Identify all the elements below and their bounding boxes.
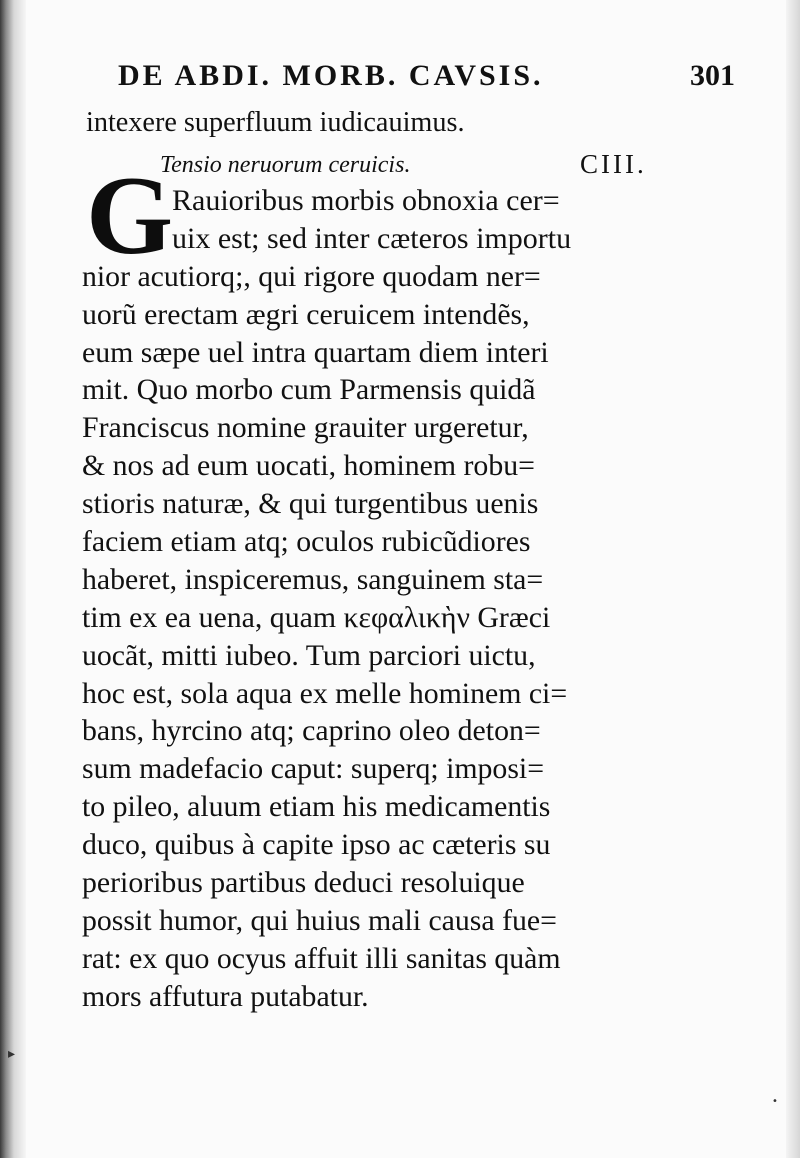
- text-line: perioribus partibus deduci resoluique: [82, 866, 525, 900]
- text-line: to pileo, aluum etiam his medicamentis: [82, 790, 551, 824]
- binding-shadow: [0, 0, 26, 1158]
- page-number: 301: [690, 59, 735, 92]
- text-line: haberet, inspiceremus, sanguinem sta=: [82, 562, 544, 596]
- ink-speck: •: [772, 1096, 778, 1107]
- body-text: [82, 182, 682, 1013]
- page-edge: [786, 0, 800, 1158]
- text-line: Rauioribus morbis obnoxia cer=: [172, 184, 560, 217]
- text-line: sum madefacio caput: superq; imposi=: [82, 752, 544, 786]
- text-line: uorũ erectam ægri ceruicem intendẽs,: [82, 297, 530, 331]
- text-line: & nos ad eum uocati, hominem robu=: [82, 449, 535, 483]
- text-line: nior acutiorq;, qui rigore quodam ner=: [82, 259, 541, 293]
- text-line: hoc est, sola aqua ex melle hominem ci=: [82, 676, 568, 710]
- ink-speck: ▸: [8, 1046, 16, 1062]
- text-line: faciem etiam atq; oculos rubicũdiores: [82, 525, 531, 559]
- text-line: uocãt, mitti iubeo. Tum parciori uictu,: [82, 638, 536, 672]
- drop-cap: G: [86, 154, 174, 278]
- text-line: duco, quibus à capite ipso ac cæteris su: [82, 828, 551, 862]
- text-line: tim ex ea uena, quam κεφαλικὴν Græci: [82, 600, 551, 634]
- text-line: mors affutura putabatur.: [82, 979, 369, 1013]
- section-title: Tensio neruorum ceruicis.: [160, 152, 411, 178]
- text-line: rat: ex quo ocyus affuit illi sanitas quàm: [82, 941, 561, 975]
- text-line: uix est; sed inter cæteros importu: [172, 221, 572, 255]
- text-line: bans, hyrcino atq; caprino oleo deton=: [82, 714, 541, 748]
- text-line: eum sæpe uel intra quartam diem interi: [82, 335, 549, 369]
- carryover-line: intexere superfluum iudicauimus.: [86, 107, 465, 138]
- text-line: possit humor, qui huius mali causa fue=: [82, 903, 557, 937]
- text-line: mit. Quo morbo cum Parmensis quidã: [82, 373, 536, 407]
- section-number: CIII.: [580, 149, 647, 179]
- running-title: DE ABDI. MORB. CAVSIS.: [118, 59, 544, 92]
- text-line: stioris naturæ, & qui turgentibus uenis: [82, 487, 539, 521]
- text-line: Franciscus nomine grauiter urgeretur,: [82, 411, 529, 445]
